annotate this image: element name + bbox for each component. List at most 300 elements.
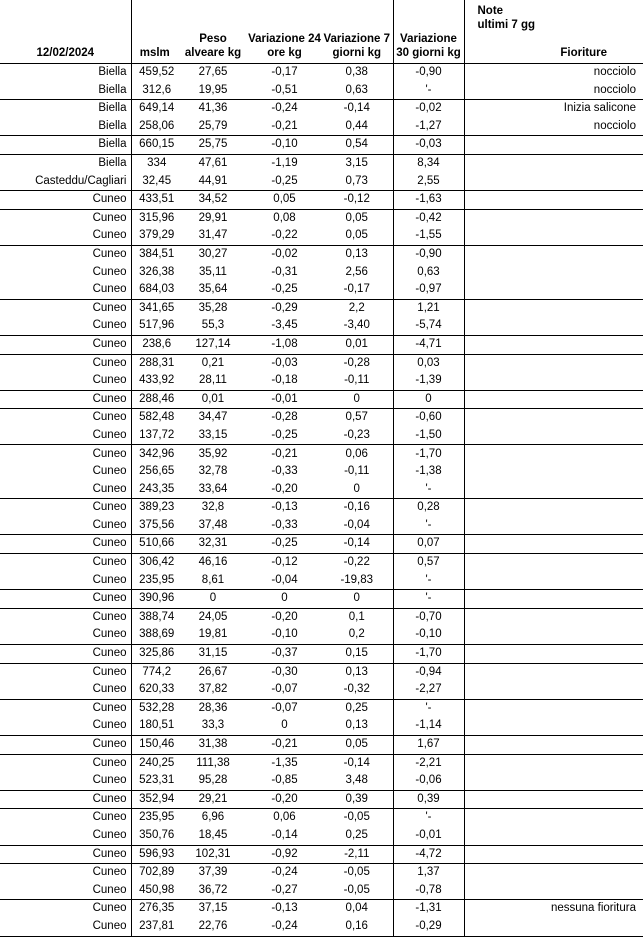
cell-notes[interactable]: [464, 717, 536, 735]
cell-change-30d[interactable]: 1,67: [393, 735, 464, 754]
cell-notes[interactable]: [464, 681, 536, 699]
cell-change-24h[interactable]: -0,10: [248, 136, 321, 155]
cell-change-24h[interactable]: -0,04: [271, 573, 298, 586]
cell-change-24h[interactable]: -0,13: [248, 900, 321, 918]
cell-change-30d[interactable]: -1,39: [393, 372, 464, 390]
cell-change-30d[interactable]: -1,55: [393, 227, 464, 245]
cell-change-7d[interactable]: 3,48: [321, 772, 393, 790]
cell-notes[interactable]: [464, 245, 536, 263]
cell-blooming[interactable]: [536, 499, 643, 517]
cell-change-30d[interactable]: -2,27: [393, 681, 464, 699]
cell-altitude[interactable]: 312,6: [142, 83, 172, 96]
cell-altitude[interactable]: 660,15: [131, 136, 178, 155]
cell-change-7d[interactable]: 0,05: [321, 227, 393, 245]
cell-change-24h[interactable]: -0,07: [248, 699, 321, 717]
cell-notes[interactable]: [464, 136, 536, 155]
cell-altitude[interactable]: 243,35: [139, 482, 175, 495]
cell-altitude[interactable]: 433,51: [131, 191, 178, 210]
cell-change-24h[interactable]: 0: [248, 590, 321, 609]
cell-change-7d[interactable]: -0,14: [321, 535, 393, 554]
cell-weight[interactable]: 37,48: [198, 518, 228, 531]
header-mslm[interactable]: mslm: [139, 46, 170, 59]
cell-change-24h[interactable]: -0,22: [271, 229, 298, 242]
cell-place[interactable]: Biella: [0, 64, 131, 82]
cell-notes[interactable]: [464, 845, 536, 864]
cell-place[interactable]: Cuneo: [0, 772, 131, 790]
cell-blooming[interactable]: [536, 864, 643, 882]
cell-change-7d[interactable]: 0,73: [321, 173, 393, 191]
cell-place[interactable]: Cuneo: [0, 481, 131, 499]
header-var7[interactable]: Variazione 7 giorni kg: [321, 0, 393, 64]
cell-change-24h[interactable]: -0,33: [271, 518, 298, 531]
cell-change-7d[interactable]: 0,13: [321, 717, 393, 735]
cell-change-24h[interactable]: -0,51: [271, 83, 298, 96]
cell-change-30d[interactable]: '-: [393, 699, 464, 717]
cell-change-7d[interactable]: 0,15: [321, 645, 393, 664]
cell-change-30d[interactable]: -1,38: [393, 463, 464, 481]
cell-blooming[interactable]: [536, 227, 643, 245]
cell-notes[interactable]: [464, 372, 536, 390]
cell-change-30d[interactable]: -0,06: [393, 772, 464, 790]
cell-change-7d[interactable]: 0,39: [321, 790, 393, 809]
cell-change-24h[interactable]: -0,25: [248, 535, 321, 554]
cell-altitude[interactable]: 288,31: [131, 354, 178, 372]
cell-change-24h[interactable]: -0,18: [271, 374, 298, 387]
cell-place[interactable]: Cuneo: [0, 191, 131, 210]
cell-blooming[interactable]: [536, 335, 643, 354]
cell-blooming[interactable]: [536, 445, 643, 463]
cell-altitude[interactable]: 276,35: [131, 900, 178, 918]
cell-altitude[interactable]: 459,52: [131, 64, 178, 82]
cell-altitude[interactable]: 350,76: [139, 828, 175, 841]
cell-weight[interactable]: 127,14: [178, 335, 248, 354]
cell-altitude[interactable]: 390,96: [131, 590, 178, 609]
cell-place[interactable]: Cuneo: [0, 264, 131, 282]
cell-change-30d[interactable]: 1,37: [393, 864, 464, 882]
cell-change-7d[interactable]: 0,57: [321, 409, 393, 427]
cell-altitude[interactable]: 532,28: [131, 699, 178, 717]
cell-altitude[interactable]: 523,31: [139, 774, 175, 787]
cell-weight[interactable]: 0: [178, 590, 248, 609]
cell-place[interactable]: Cuneo: [0, 590, 131, 609]
cell-change-7d[interactable]: 0,05: [321, 209, 393, 227]
cell-change-24h[interactable]: -0,10: [271, 628, 298, 641]
cell-place[interactable]: Biella: [0, 82, 131, 100]
cell-altitude[interactable]: 649,14: [131, 100, 178, 118]
cell-change-7d[interactable]: 0,05: [321, 735, 393, 754]
cell-notes[interactable]: [464, 463, 536, 481]
cell-notes[interactable]: [464, 445, 536, 463]
cell-change-30d[interactable]: -2,21: [393, 754, 464, 772]
cell-place[interactable]: Cuneo: [0, 790, 131, 809]
cell-blooming[interactable]: [536, 372, 643, 390]
cell-change-24h[interactable]: -0,20: [271, 482, 298, 495]
cell-blooming[interactable]: [536, 154, 643, 172]
cell-place[interactable]: Cuneo: [0, 809, 131, 827]
cell-altitude[interactable]: 342,96: [131, 445, 178, 463]
cell-altitude[interactable]: 240,25: [131, 754, 178, 772]
cell-change-24h[interactable]: -0,25: [271, 428, 298, 441]
cell-blooming[interactable]: [536, 245, 643, 263]
cell-weight[interactable]: 29,91: [178, 209, 248, 227]
cell-weight[interactable]: 6,96: [178, 809, 248, 827]
cell-change-7d[interactable]: -0,16: [321, 499, 393, 517]
cell-place[interactable]: Cuneo: [0, 645, 131, 664]
cell-weight[interactable]: 0,01: [178, 390, 248, 409]
cell-change-24h[interactable]: -0,07: [271, 683, 298, 696]
cell-place[interactable]: Cuneo: [0, 445, 131, 463]
cell-altitude[interactable]: 341,65: [131, 299, 178, 317]
cell-change-7d[interactable]: -0,22: [321, 554, 393, 572]
cell-place[interactable]: Cuneo: [0, 535, 131, 554]
cell-change-7d[interactable]: 0,38: [321, 64, 393, 82]
cell-weight[interactable]: 36,72: [198, 883, 228, 896]
cell-change-30d[interactable]: 8,34: [393, 154, 464, 172]
cell-change-24h[interactable]: -0,31: [271, 265, 298, 278]
cell-place[interactable]: Cuneo: [0, 372, 131, 390]
cell-change-24h[interactable]: -0,37: [248, 645, 321, 664]
cell-place[interactable]: Cuneo: [0, 572, 131, 590]
cell-change-24h[interactable]: -0,03: [248, 354, 321, 372]
cell-notes[interactable]: [464, 100, 536, 118]
cell-altitude[interactable]: 774,2: [131, 663, 178, 681]
cell-change-30d[interactable]: -0,90: [393, 64, 464, 82]
cell-altitude[interactable]: 389,23: [131, 499, 178, 517]
cell-altitude[interactable]: 258,06: [139, 119, 175, 132]
cell-place[interactable]: Cuneo: [0, 245, 131, 263]
cell-place[interactable]: Cuneo: [0, 499, 131, 517]
cell-weight[interactable]: 0,21: [178, 354, 248, 372]
cell-blooming[interactable]: [536, 626, 643, 644]
cell-altitude[interactable]: 702,89: [131, 864, 178, 882]
cell-notes[interactable]: [464, 299, 536, 317]
cell-weight[interactable]: 32,31: [178, 535, 248, 554]
cell-notes[interactable]: [464, 427, 536, 445]
cell-change-7d[interactable]: 0,1: [321, 608, 393, 626]
cell-place[interactable]: Casteddu/Cagliari: [0, 173, 131, 191]
cell-change-30d[interactable]: '-: [393, 517, 464, 535]
cell-place[interactable]: Cuneo: [0, 882, 131, 900]
cell-place[interactable]: Cuneo: [0, 299, 131, 317]
cell-weight[interactable]: 32,8: [178, 499, 248, 517]
cell-altitude[interactable]: 517,96: [139, 319, 175, 332]
cell-change-30d[interactable]: 0,57: [393, 554, 464, 572]
cell-weight[interactable]: 37,39: [178, 864, 248, 882]
cell-change-30d[interactable]: '-: [393, 481, 464, 499]
cell-notes[interactable]: [464, 354, 536, 372]
cell-change-30d[interactable]: '-: [393, 590, 464, 609]
cell-notes[interactable]: [464, 590, 536, 609]
cell-weight[interactable]: 25,75: [178, 136, 248, 155]
cell-blooming[interactable]: nessuna fioritura: [536, 900, 643, 918]
cell-place[interactable]: Cuneo: [0, 335, 131, 354]
cell-blooming[interactable]: [536, 809, 643, 827]
cell-blooming[interactable]: [536, 608, 643, 626]
cell-place[interactable]: Cuneo: [0, 663, 131, 681]
cell-altitude[interactable]: 684,03: [139, 283, 175, 296]
cell-change-7d[interactable]: -0,12: [321, 191, 393, 210]
cell-notes[interactable]: [464, 864, 536, 882]
cell-place[interactable]: Cuneo: [0, 517, 131, 535]
cell-change-7d[interactable]: 0,13: [321, 245, 393, 263]
cell-notes[interactable]: [464, 918, 536, 936]
cell-blooming[interactable]: [536, 717, 643, 735]
cell-blooming[interactable]: [536, 264, 643, 282]
cell-change-30d[interactable]: -0,03: [393, 136, 464, 155]
cell-change-24h[interactable]: -0,02: [248, 245, 321, 263]
cell-notes[interactable]: [464, 809, 536, 827]
cell-change-7d[interactable]: 2,56: [321, 264, 393, 282]
cell-blooming[interactable]: [536, 427, 643, 445]
cell-notes[interactable]: [464, 173, 536, 191]
cell-blooming[interactable]: [536, 463, 643, 481]
cell-change-7d[interactable]: 0,01: [321, 335, 393, 354]
cell-change-24h[interactable]: -0,01: [248, 390, 321, 409]
cell-change-30d[interactable]: 0,39: [393, 790, 464, 809]
cell-change-30d[interactable]: 0: [393, 390, 464, 409]
cell-notes[interactable]: [464, 191, 536, 210]
cell-altitude[interactable]: 306,42: [131, 554, 178, 572]
cell-change-24h[interactable]: -0,21: [248, 735, 321, 754]
cell-place[interactable]: Cuneo: [0, 827, 131, 845]
cell-change-24h[interactable]: -0,25: [271, 174, 298, 187]
cell-altitude[interactable]: 315,96: [131, 209, 178, 227]
cell-place[interactable]: Cuneo: [0, 317, 131, 335]
cell-place[interactable]: Cuneo: [0, 754, 131, 772]
cell-notes[interactable]: [464, 754, 536, 772]
cell-altitude[interactable]: 596,93: [131, 845, 178, 864]
cell-altitude[interactable]: 433,92: [139, 374, 175, 387]
cell-place[interactable]: Cuneo: [0, 699, 131, 717]
cell-weight[interactable]: 26,67: [178, 663, 248, 681]
cell-change-24h[interactable]: -0,27: [271, 883, 298, 896]
cell-change-24h[interactable]: 0: [281, 719, 288, 732]
cell-change-24h[interactable]: 0,06: [248, 809, 321, 827]
cell-change-7d[interactable]: -0,23: [321, 427, 393, 445]
cell-altitude[interactable]: 325,86: [131, 645, 178, 664]
cell-weight[interactable]: 22,76: [178, 918, 248, 936]
cell-blooming[interactable]: [536, 882, 643, 900]
cell-blooming[interactable]: [536, 754, 643, 772]
cell-place[interactable]: Cuneo: [0, 354, 131, 372]
cell-blooming[interactable]: [536, 535, 643, 554]
cell-place[interactable]: Cuneo: [0, 681, 131, 699]
cell-altitude[interactable]: 238,6: [131, 335, 178, 354]
cell-weight[interactable]: 33,15: [198, 428, 228, 441]
cell-change-7d[interactable]: -0,04: [321, 517, 393, 535]
cell-change-7d[interactable]: 0: [321, 390, 393, 409]
cell-blooming[interactable]: [536, 354, 643, 372]
cell-weight[interactable]: 37,82: [198, 683, 228, 696]
cell-change-30d[interactable]: -1,27: [393, 118, 464, 136]
cell-change-24h[interactable]: -0,92: [248, 845, 321, 864]
cell-change-7d[interactable]: 0,2: [321, 626, 393, 644]
cell-weight[interactable]: 31,15: [178, 645, 248, 664]
cell-change-24h[interactable]: -0,33: [271, 465, 298, 478]
cell-blooming[interactable]: [536, 191, 643, 210]
cell-place[interactable]: Cuneo: [0, 717, 131, 735]
cell-weight[interactable]: 95,28: [198, 774, 228, 787]
header-var24[interactable]: Variazione 24 ore kg: [248, 33, 321, 59]
cell-change-24h[interactable]: 0,05: [248, 191, 321, 210]
cell-blooming[interactable]: [536, 409, 643, 427]
cell-change-7d[interactable]: -0,05: [321, 882, 393, 900]
cell-notes[interactable]: [464, 772, 536, 790]
cell-change-7d[interactable]: 0,25: [321, 699, 393, 717]
cell-change-24h[interactable]: -0,85: [271, 774, 298, 787]
cell-notes[interactable]: [464, 317, 536, 335]
cell-weight[interactable]: 37,15: [178, 900, 248, 918]
header-var30[interactable]: Variazione 30 giorni kg: [393, 0, 464, 64]
cell-notes[interactable]: [464, 882, 536, 900]
cell-change-30d[interactable]: 0,63: [393, 264, 464, 282]
cell-notes[interactable]: [464, 409, 536, 427]
cell-change-24h[interactable]: -0,21: [248, 445, 321, 463]
cell-notes[interactable]: [464, 554, 536, 572]
cell-weight[interactable]: 111,38: [178, 754, 248, 772]
cell-change-30d[interactable]: -4,71: [393, 335, 464, 354]
cell-notes[interactable]: [464, 900, 536, 918]
cell-altitude[interactable]: 379,29: [139, 229, 175, 242]
cell-blooming[interactable]: [536, 209, 643, 227]
cell-change-7d[interactable]: -19,83: [321, 572, 393, 590]
cell-change-7d[interactable]: -0,11: [321, 463, 393, 481]
cell-change-30d[interactable]: 2,55: [393, 173, 464, 191]
cell-change-7d[interactable]: 0,63: [321, 82, 393, 100]
cell-weight[interactable]: 8,61: [201, 573, 225, 586]
cell-altitude[interactable]: 32,45: [142, 174, 172, 187]
cell-change-7d[interactable]: -0,11: [321, 372, 393, 390]
cell-change-7d[interactable]: 0,04: [321, 900, 393, 918]
cell-altitude[interactable]: 180,51: [139, 719, 175, 732]
cell-altitude[interactable]: 237,81: [131, 918, 178, 936]
cell-change-7d[interactable]: 0,54: [321, 136, 393, 155]
cell-blooming[interactable]: nocciolo: [536, 64, 643, 82]
cell-blooming[interactable]: nocciolo: [593, 119, 636, 132]
cell-notes[interactable]: [464, 626, 536, 644]
cell-blooming[interactable]: [536, 299, 643, 317]
cell-place[interactable]: Biella: [0, 136, 131, 155]
cell-place[interactable]: Cuneo: [0, 626, 131, 644]
cell-altitude[interactable]: 137,72: [139, 428, 175, 441]
cell-blooming[interactable]: [536, 772, 643, 790]
cell-change-24h[interactable]: -0,29: [248, 299, 321, 317]
cell-weight[interactable]: 27,65: [178, 64, 248, 82]
cell-altitude[interactable]: 582,48: [131, 409, 178, 427]
cell-blooming[interactable]: [536, 645, 643, 664]
cell-altitude[interactable]: 256,65: [139, 465, 175, 478]
cell-place[interactable]: Cuneo: [0, 900, 131, 918]
cell-weight[interactable]: 102,31: [178, 845, 248, 864]
cell-weight[interactable]: 34,47: [178, 409, 248, 427]
cell-change-24h[interactable]: -1,08: [248, 335, 321, 354]
cell-weight[interactable]: 46,16: [178, 554, 248, 572]
cell-change-30d[interactable]: -0,70: [393, 608, 464, 626]
cell-notes[interactable]: [464, 735, 536, 754]
cell-change-7d[interactable]: -0,14: [321, 100, 393, 118]
cell-notes[interactable]: [464, 335, 536, 354]
cell-altitude[interactable]: 150,46: [131, 735, 178, 754]
cell-blooming[interactable]: Inizia salicone: [536, 100, 643, 118]
cell-change-7d[interactable]: -0,28: [321, 354, 393, 372]
cell-altitude[interactable]: 352,94: [131, 790, 178, 809]
cell-weight[interactable]: 35,92: [178, 445, 248, 463]
cell-place[interactable]: Cuneo: [0, 864, 131, 882]
cell-change-30d[interactable]: -0,02: [393, 100, 464, 118]
cell-place[interactable]: Cuneo: [0, 845, 131, 864]
cell-change-30d[interactable]: '-: [393, 82, 464, 100]
cell-notes[interactable]: [464, 227, 536, 245]
cell-notes[interactable]: [464, 390, 536, 409]
cell-change-30d[interactable]: -1,31: [393, 900, 464, 918]
cell-change-24h[interactable]: -0,20: [248, 790, 321, 809]
cell-change-30d[interactable]: -5,74: [393, 317, 464, 335]
cell-altitude[interactable]: 384,51: [131, 245, 178, 263]
cell-weight[interactable]: 35,64: [198, 283, 228, 296]
cell-change-24h[interactable]: -0,30: [248, 663, 321, 681]
cell-change-30d[interactable]: 1,21: [393, 299, 464, 317]
cell-blooming[interactable]: [536, 517, 643, 535]
cell-notes[interactable]: [464, 790, 536, 809]
cell-blooming[interactable]: nocciolo: [593, 83, 636, 96]
cell-notes[interactable]: [464, 264, 536, 282]
cell-weight[interactable]: 31,47: [198, 229, 228, 242]
cell-change-7d[interactable]: 0,25: [321, 827, 393, 845]
cell-change-30d[interactable]: -1,70: [393, 445, 464, 463]
cell-weight[interactable]: 32,78: [198, 465, 228, 478]
cell-change-7d[interactable]: 0: [321, 590, 393, 609]
cell-blooming[interactable]: [536, 136, 643, 155]
cell-weight[interactable]: 24,05: [178, 608, 248, 626]
header-note[interactable]: Note ultimi 7 gg: [477, 5, 535, 31]
cell-weight[interactable]: 29,21: [178, 790, 248, 809]
cell-change-24h[interactable]: -0,17: [248, 64, 321, 82]
cell-change-7d[interactable]: -0,14: [321, 754, 393, 772]
cell-change-24h[interactable]: -0,20: [248, 608, 321, 626]
cell-change-30d[interactable]: -4,72: [393, 845, 464, 864]
cell-blooming[interactable]: [536, 699, 643, 717]
cell-altitude[interactable]: 288,46: [131, 390, 178, 409]
cell-change-24h[interactable]: -1,19: [248, 154, 321, 172]
cell-change-7d[interactable]: 0,44: [321, 118, 393, 136]
cell-change-30d[interactable]: -0,10: [393, 626, 464, 644]
cell-place[interactable]: Biella: [0, 118, 131, 136]
cell-change-24h[interactable]: -0,21: [271, 119, 298, 132]
cell-blooming[interactable]: [536, 572, 643, 590]
cell-notes[interactable]: [464, 572, 536, 590]
cell-weight[interactable]: 19,95: [198, 83, 228, 96]
cell-weight[interactable]: 30,27: [178, 245, 248, 263]
cell-blooming[interactable]: [536, 317, 643, 335]
cell-weight[interactable]: 34,52: [178, 191, 248, 210]
cell-change-24h[interactable]: -0,12: [248, 554, 321, 572]
cell-change-30d[interactable]: -1,14: [393, 717, 464, 735]
cell-blooming[interactable]: [536, 590, 643, 609]
cell-notes[interactable]: [464, 281, 536, 299]
cell-change-24h[interactable]: -0,14: [271, 828, 298, 841]
cell-place[interactable]: Cuneo: [0, 209, 131, 227]
cell-change-30d[interactable]: 0,07: [393, 535, 464, 554]
cell-change-7d[interactable]: -0,32: [321, 681, 393, 699]
cell-change-30d[interactable]: '-: [393, 809, 464, 827]
cell-notes[interactable]: [464, 209, 536, 227]
cell-blooming[interactable]: [536, 173, 643, 191]
cell-blooming[interactable]: [536, 281, 643, 299]
cell-weight[interactable]: 41,36: [178, 100, 248, 118]
cell-weight[interactable]: 19,81: [198, 628, 228, 641]
cell-change-7d[interactable]: 0,13: [321, 663, 393, 681]
cell-altitude[interactable]: 388,74: [131, 608, 178, 626]
